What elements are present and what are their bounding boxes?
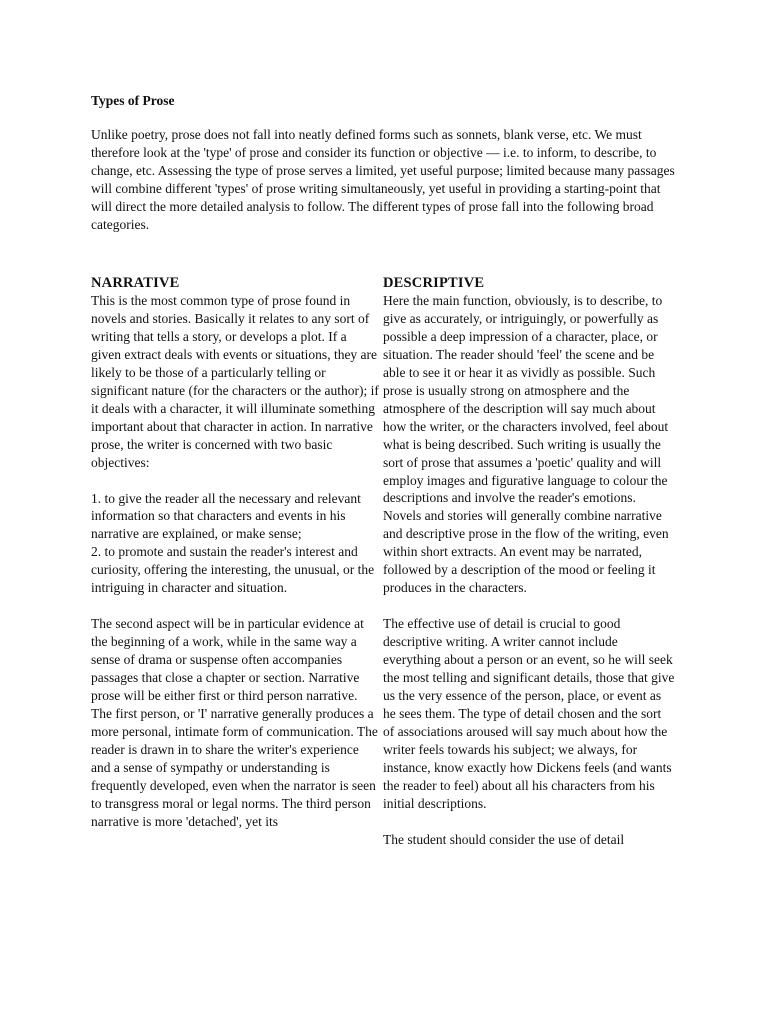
narrative-paragraph-1: This is the most common type of prose found in novels and stories. Basically it relates to any sort of writing that tells a story, or develops a plot. If a given extract deals with events or situations, they are likely to be those of a particularly telling or significant nature (for the characters or the author); if it deals with a character, it will illuminate something important about that character in action. In narrative prose, the writer is concerned with two basic objectives: <box>91 293 379 470</box>
spacer <box>383 597 675 615</box>
spacer <box>91 472 379 490</box>
descriptive-column <box>383 274 675 849</box>
descriptive-paragraph-2: The effective use of detail is crucial to good descriptive writing. A writer cannot include everything about a person or an event, so he will seek the most telling and significant details, those that give us the very essence of the person, place, or event as he sees them. The type of detail chosen and the sort of associations aroused will say much about how the writer feels towards his subject; we always, for instance, know exactly how Dickens feels (and wants the reader to feel) about all his characters from his initial descriptions. <box>383 616 675 811</box>
narrative-heading: NARRATIVE <box>91 275 180 291</box>
descriptive-paragraph-3: The student should consider the use of detail <box>383 831 625 847</box>
descriptive-paragraph-1: Here the main function, obviously, is to describe, to give as accurately, or intriguingly, or powerfully as possible a deep impression of a character, place, or situation. The reader should 'feel' the scene and be able to see it or hear it as vividly as possible. Such prose is usually strong on atmosphere and the atmosphere of the description will say much about how the writer, or the characters involved, feel about what is being described. Such writing is usually the sort of prose that assumes a 'poetic' quality and will employ images and figurative language to colour the descriptions and involve the reader's emotions. Novels and stories will generally combine narrative and descriptive prose in the flow of the writing, even within short extracts. An event may be narrated, followed by a description of the mood or feeling it produces in the characters. <box>383 293 669 596</box>
spacer <box>91 597 379 615</box>
spacer <box>383 813 675 831</box>
page-title: Types of Prose <box>91 93 175 108</box>
narrative-objective-2: 2. to promote and sustain the reader's interest and curiosity, offering the interesting, the unusual, or the intriguing in character and situation. <box>91 544 375 596</box>
narrative-objective-1: 1. to give the reader all the necessary and relevant information so that characters and events in his narrative are explained, or make sense; <box>91 490 361 542</box>
intro-paragraph: Unlike poetry, prose does not fall into neatly defined forms such as sonnets, blank verse, etc. We must therefore look at the 'type' of prose and consider its function or objective — i.e. to inform, to describe, to change, etc. Assessing the type of prose serves a limited, yet useful purpose; limited because many passages will combine different 'types' of prose writing simultaneously, yet useful in providing a starting-point that will direct the more detailed analysis to follow. The different types of prose fall into the following broad categories. <box>91 127 675 232</box>
narrative-column <box>91 274 379 831</box>
descriptive-heading: DESCRIPTIVE <box>383 275 485 291</box>
narrative-paragraph-2: The second aspect will be in particular evidence at the beginning of a work, while in the same way a sense of drama or suspense often accompanies passages that close a chapter or section. Narrative prose will be either first or third person narrative. The first person, or 'I' narrative generally produces a more personal, intimate form of communication. The reader is drawn in to share the writer's experience and a sense of sympathy or understanding is frequently developed, even when the narrator is seen to transgress moral or legal norms. The third person narrative is more 'detached', yet its <box>91 616 378 829</box>
